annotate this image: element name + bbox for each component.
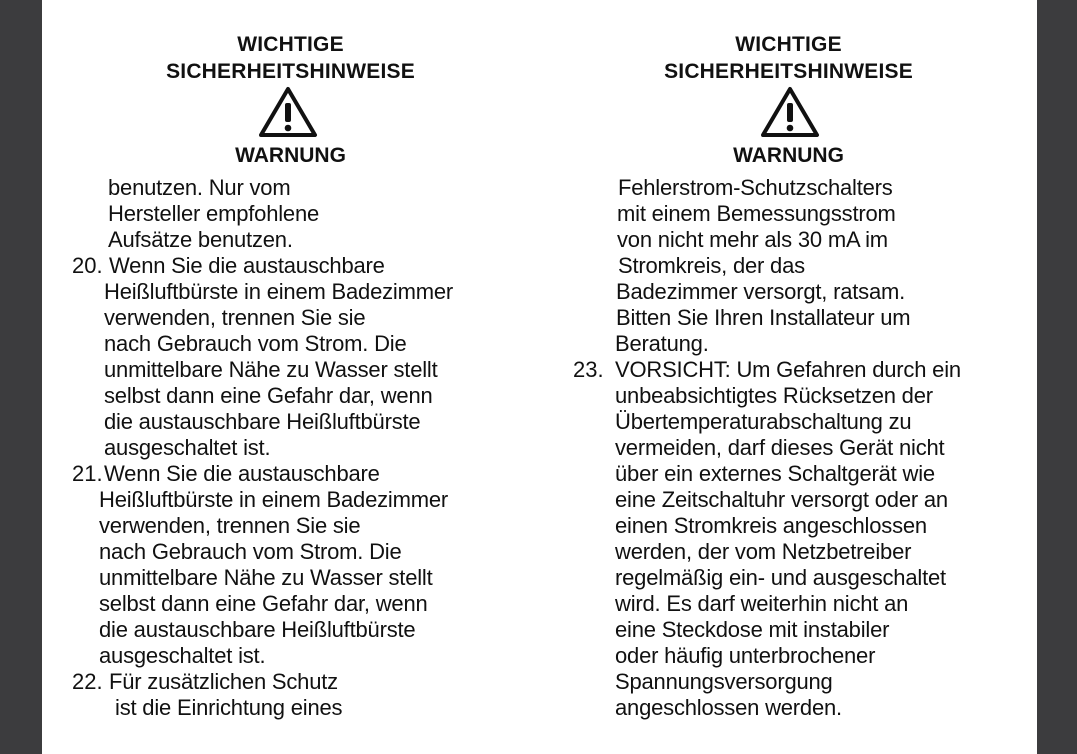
text-line: unmittelbare Nähe zu Wasser stellt xyxy=(104,357,438,382)
text-line: die austauschbare Heißluftbürste xyxy=(99,617,416,642)
text-line: Heißluftbürste in einem Badezimmer xyxy=(104,279,454,304)
text-line: unbeabsichtigtes Rücksetzen der xyxy=(615,383,933,408)
item-number-22: 22. xyxy=(72,669,103,694)
text-line: Fehlerstrom-Schutzschalters xyxy=(618,175,893,200)
item-number-20: 20. xyxy=(72,253,103,278)
warning-triangle-icon xyxy=(258,86,318,138)
text-line: regelmäßig ein- und ausgeschaltet xyxy=(615,565,946,590)
item-number-21: 21. xyxy=(72,461,103,486)
text-line: nach Gebrauch vom Strom. Die xyxy=(104,331,407,356)
text-line: die austauschbare Heißluftbürste xyxy=(104,409,421,434)
text-line: von nicht mehr als 30 mA im xyxy=(617,227,888,252)
warning-label: WARNUNG xyxy=(733,144,844,167)
page-title-line1: WICHTIGE xyxy=(237,33,344,56)
text-line: einen Stromkreis angeschlossen xyxy=(615,513,927,538)
text-line: verwenden, trennen Sie sie xyxy=(104,305,366,330)
text-line: ist die Einrichtung eines xyxy=(115,695,343,720)
text-line: benutzen. Nur vom xyxy=(108,175,291,200)
text-line: ausgeschaltet ist. xyxy=(99,643,266,668)
text-line: ausgeschaltet ist. xyxy=(104,435,271,460)
text-line: selbst dann eine Gefahr dar, wenn xyxy=(99,591,428,616)
text-line: werden, der vom Netzbetreiber xyxy=(615,539,912,564)
text-line: eine Steckdose mit instabiler xyxy=(615,617,890,642)
text-line: Hersteller empfohlene xyxy=(108,201,320,226)
text-line: Für zusätzlichen Schutz xyxy=(109,669,338,694)
left-column xyxy=(42,0,539,754)
text-line: nach Gebrauch vom Strom. Die xyxy=(99,539,402,564)
text-line: über ein externes Schaltgerät wie xyxy=(615,461,935,486)
text-line: verwenden, trennen Sie sie xyxy=(99,513,361,538)
page-title-line2: SICHERHEITSHINWEISE xyxy=(664,60,913,83)
text-line: vermeiden, darf dieses Gerät nicht xyxy=(615,435,945,460)
text-line: Aufsätze benutzen. xyxy=(108,227,293,252)
warning-triangle-icon xyxy=(760,86,820,138)
text-line: wird. Es darf weiterhin nicht an xyxy=(615,591,909,616)
item-number-23: 23. xyxy=(573,357,604,382)
text-line: Stromkreis, der das xyxy=(618,253,805,278)
text-line: oder häufig unterbrochener xyxy=(615,643,876,668)
text-line: Wenn Sie die austauschbare xyxy=(104,461,380,486)
text-line: selbst dann eine Gefahr dar, wenn xyxy=(104,383,433,408)
text-line: Bitten Sie Ihren Installateur um xyxy=(616,305,911,330)
text-line: Heißluftbürste in einem Badezimmer xyxy=(99,487,449,512)
manual-page xyxy=(42,0,1037,754)
right-column xyxy=(540,0,1037,754)
warning-label: WARNUNG xyxy=(235,144,346,167)
page-title-line1: WICHTIGE xyxy=(735,33,842,56)
text-line: unmittelbare Nähe zu Wasser stellt xyxy=(99,565,433,590)
text-line: eine Zeitschaltuhr versorgt oder an xyxy=(615,487,948,512)
text-line: Wenn Sie die austauschbare xyxy=(109,253,385,278)
text-line: angeschlossen werden. xyxy=(615,695,842,720)
text-line: Badezimmer versorgt, ratsam. xyxy=(616,279,906,304)
text-line: Spannungsversorgung xyxy=(615,669,833,694)
text-line: mit einem Bemessungsstrom xyxy=(617,201,896,226)
page-title-line2: SICHERHEITSHINWEISE xyxy=(166,60,415,83)
text-line: Beratung. xyxy=(615,331,709,356)
text-line: Übertemperaturabschaltung zu xyxy=(615,409,912,434)
text-line: VORSICHT: Um Gefahren durch ein xyxy=(615,357,961,382)
